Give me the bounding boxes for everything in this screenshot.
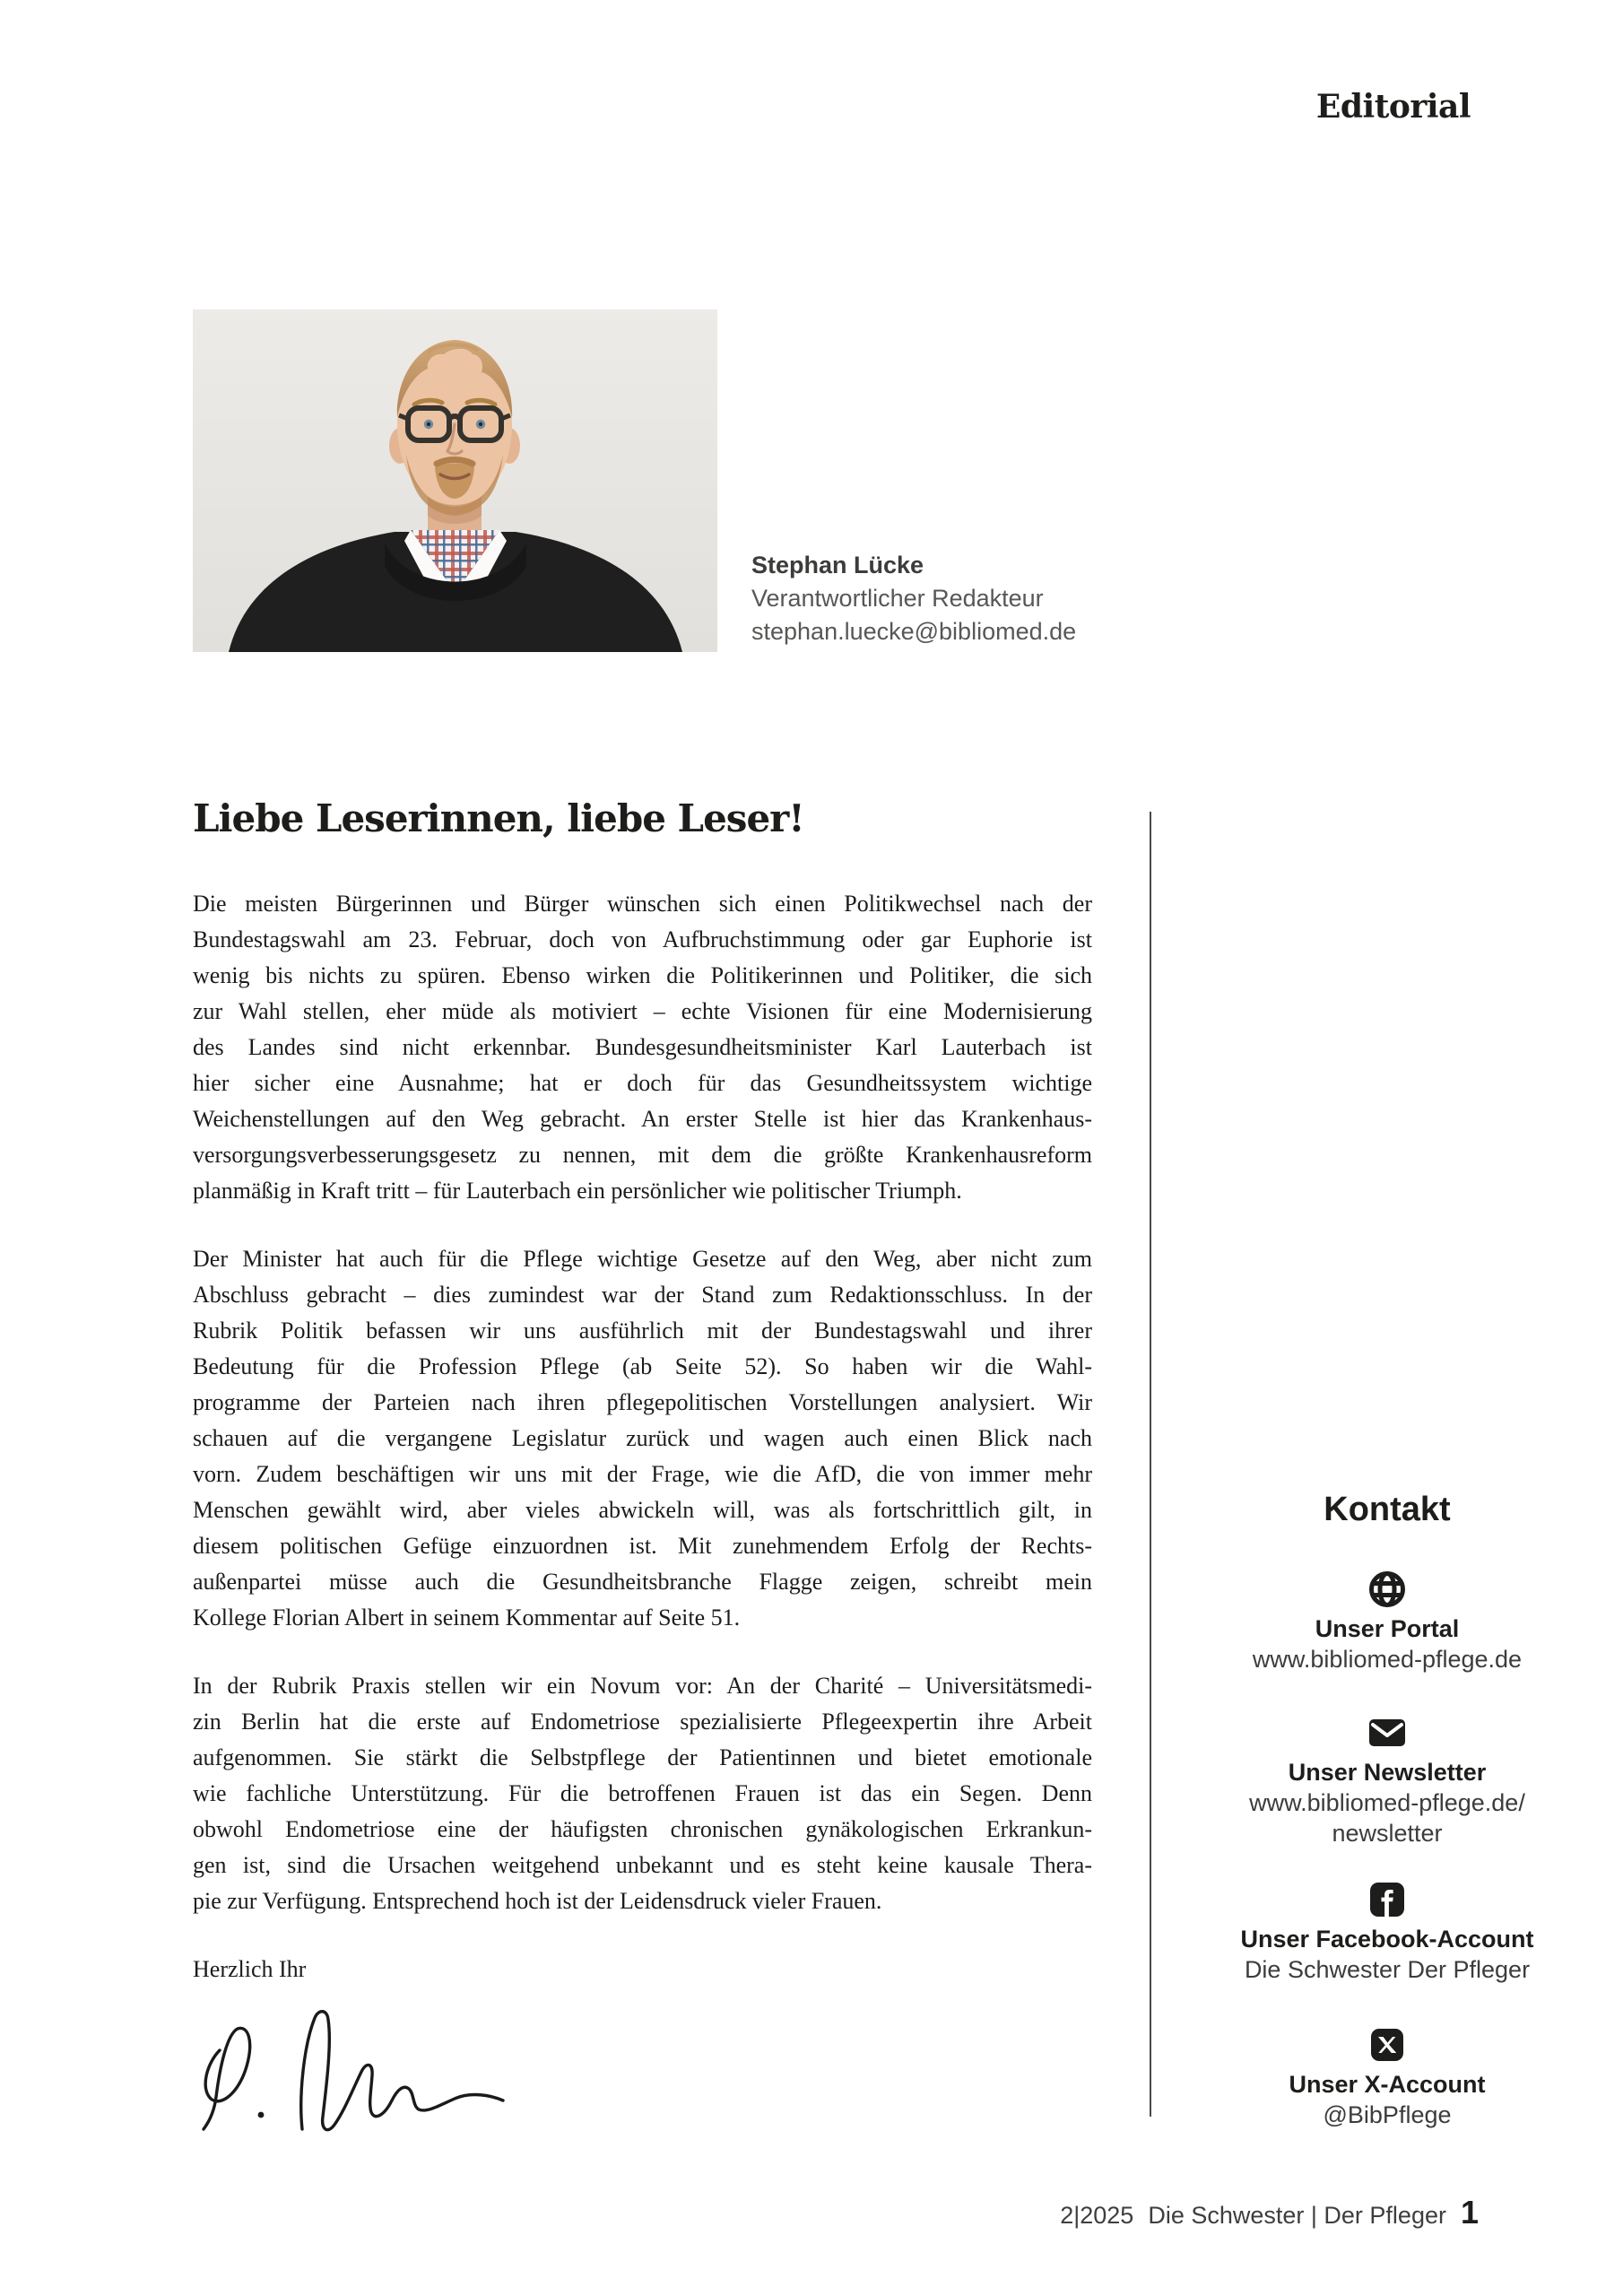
text-line: Weichenstellungen auf den Weg gebracht. An erster Stelle ist hier das Krankenhaus- [193,1106,1092,1132]
editorial-closing-block [193,1952,1092,2176]
text-line: schauen auf die vergangene Legislatur zurück und wagen auch einen Blick nach [193,1425,1092,1451]
text-line: obwohl Endometriose eine der häufigsten chronischen gynäkologischen Erkrankun- [193,1816,1092,1842]
text-line: programme der Parteien nach ihren pflegepolitischen Vorstellungen analysiert. Wir [193,1389,1092,1415]
mail-icon [1151,1713,1623,1752]
author-role: Verantwortlicher Redakteur [751,585,1044,612]
paragraph [193,886,1092,1209]
text-line: pie zur Verfügung. Entsprechend hoch ist der Leidensdruck vieler Frauen. [193,1888,882,1914]
signature [193,2004,534,2170]
text-line: zur Wahl stellen, eher müde als motiviert – echte Visionen für eine Modernisierung [193,998,1092,1024]
text-line: vorn. Zudem beschäftigen wir uns mit der Frage, wie die AfD, die von immer mehr [193,1461,1092,1487]
text-line: wie fachliche Unterstützung. Für die betroffenen Frauen ist das ein Segen. Denn [193,1780,1092,1806]
page-footer [1060,2194,1478,2231]
editorial-headline: Liebe Leserinnen, liebe Leser! [193,796,804,840]
text-line: In der Rubrik Praxis stellen wir ein Novum vor: An der Charité – Universitätsmedi- [193,1673,1092,1699]
footer-issue: 2|2025 [1060,2202,1134,2229]
editorial-body [193,886,1092,1952]
text-line: aufgenommen. Sie stärkt die Selbstpflege der Patientinnen und bietet emotionale [193,1744,1092,1770]
contact-value: www.bibliomed-pflege.de/ [1249,1789,1525,1816]
text-line: Kollege Florian Albert in seinem Kommentar auf Seite 51. [193,1605,741,1631]
contact-item-portal [1151,1570,1623,1674]
paragraph [193,1241,1092,1636]
text-line: gen ist, sind die Ursachen weitgehend unbekannt und es steht keine kausale Thera- [193,1852,1092,1878]
footer-magazine: Die Schwester | Der Pfleger [1148,2202,1446,2229]
text-line: Bedeutung für die Profession Pflege (ab Seite 52). So haben wir die Wahl- [193,1353,1092,1379]
portrait-illustration [193,309,717,652]
contact-value: newsletter [1332,1820,1443,1847]
text-line: hier sicher eine Ausnahme; hat er doch für das Gesundheitssystem wichtige [193,1070,1092,1096]
contact-value: www.bibliomed-pflege.de [1252,1646,1523,1673]
x-icon [1151,2025,1623,2065]
text-line: diesem politischen Gefüge einzuordnen ist. Mit zunehmendem Erfolg der Rechts- [193,1533,1092,1559]
facebook-icon [1151,1880,1623,1919]
author-caption [751,549,1076,648]
contact-value: Die Schwester Der Pfleger [1244,1956,1531,1983]
text-line: Abschluss gebracht – dies zumindest war der Stand zum Redaktionsschluss. In der [193,1282,1092,1308]
closing-salutation: Herzlich Ihr [193,1956,307,1982]
contact-label: Unser Facebook-Account [1240,1926,1534,1952]
author-email: stephan.luecke@bibliomed.de [751,618,1077,645]
contact-item-facebook [1151,1880,1623,1985]
author-photo [193,309,717,652]
text-line: zin Berlin hat die erste auf Endometriose spezialisierte Pflegeexpertin ihre Arbeit [193,1709,1092,1735]
text-line: außenpartei müsse auch die Gesundheitsbranche Flagge zeigen, schreibt mein [193,1569,1092,1595]
text-line: Der Minister hat auch für die Pflege wichtige Gesetze auf den Weg, aber nicht zum [193,1246,1092,1272]
text-line: planmäßig in Kraft tritt – für Lauterbach ein persönlicher wie politischer Triumph. [193,1178,962,1204]
contact-item-x [1151,2025,1623,2130]
sidebar-title: Kontakt [1324,1491,1451,1528]
text-line: wenig bis nichts zu spüren. Ebenso wirken die Politikerinnen und Politiker, die sich [193,962,1092,988]
text-line: Die meisten Bürgerinnen und Bürger wünschen sich einen Politikwechsel nach der [193,891,1092,917]
contact-value: @BibPflege [1323,2101,1452,2128]
paragraph [193,1668,1092,1919]
globe-icon [1151,1570,1623,1609]
contact-label: Unser Portal [1315,1615,1460,1642]
contact-sidebar [1151,0,1623,2296]
author-name: Stephan Lücke [751,552,924,578]
text-line: Bundestagswahl am 23. Februar, doch von Aufbruchstimmung oder gar Euphorie ist [193,926,1092,952]
text-line: Rubrik Politik befassen wir uns ausführlich mit der Bundestagswahl und ihrer [193,1318,1092,1344]
section-label: Editorial [1315,88,1471,126]
contact-item-newsletter [1151,1713,1623,1848]
footer-page-number: 1 [1460,2194,1478,2231]
contact-label: Unser Newsletter [1288,1759,1487,1786]
text-line: versorgungsverbesserungsgesetz zu nennen, mit dem die größte Krankenhausreform [193,1142,1092,1168]
text-line: Menschen gewählt wird, aber vieles abwickeln will, was als fortschrittlich gilt, in [193,1497,1092,1523]
text-line: des Landes sind nicht erkennbar. Bundesgesundheitsminister Karl Lauterbach ist [193,1034,1092,1060]
contact-label: Unser X-Account [1289,2071,1486,2098]
